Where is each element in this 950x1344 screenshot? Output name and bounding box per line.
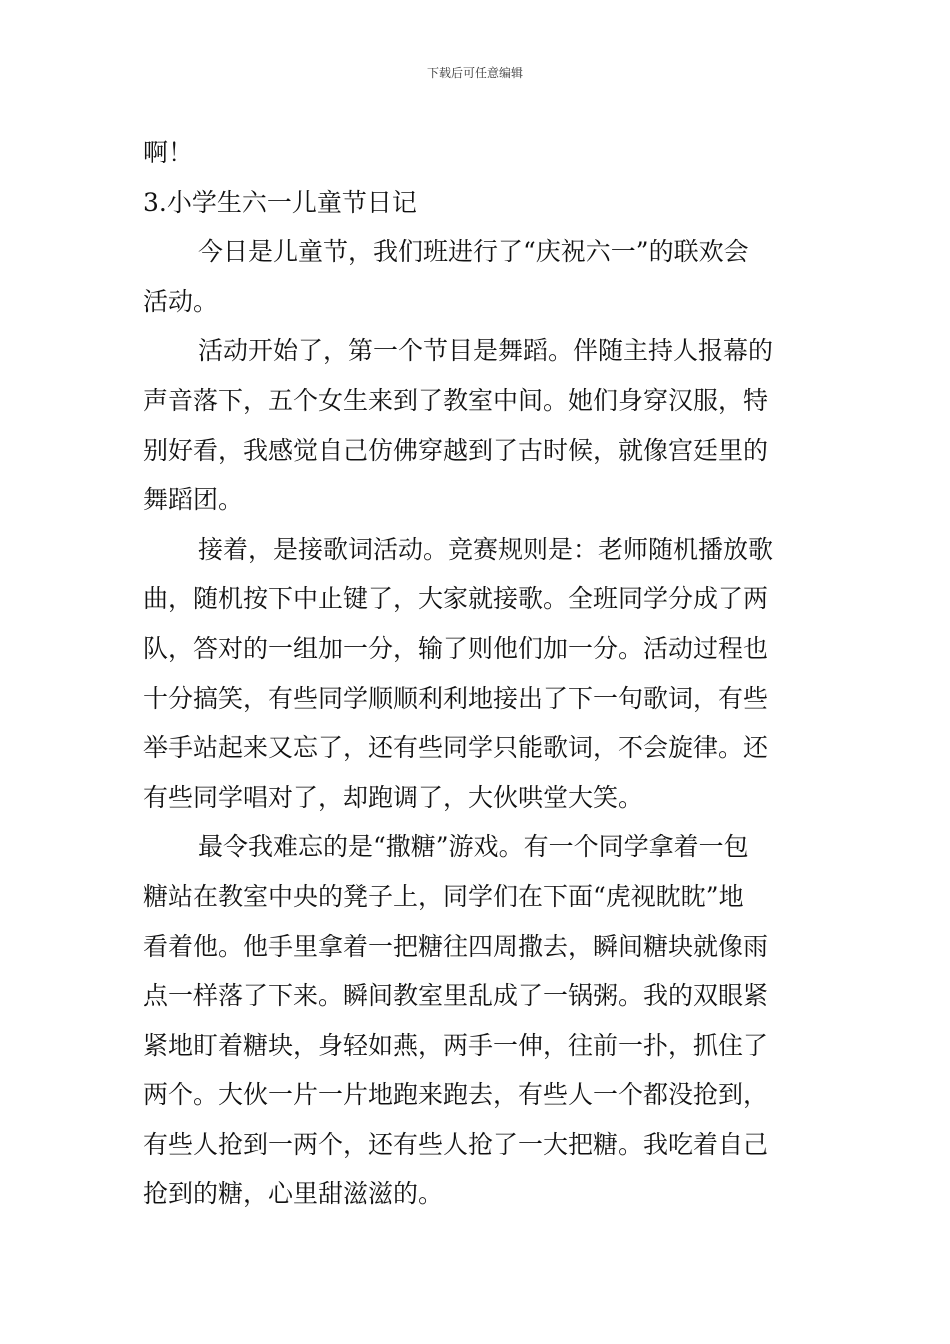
text-line: 舞蹈团。	[143, 485, 244, 515]
text-line: 紧地盯着糖块，身轻如燕，两手一伸，往前一扑，抓住了	[143, 1030, 769, 1060]
text-line: 队，答对的一组加一分，输了则他们加一分。活动过程也	[143, 633, 769, 663]
text-line: 抢到的糖，心里甜滋滋的。	[143, 1179, 444, 1209]
paragraph-first-line: 接着，是接歌词活动。竞赛规则是：老师随机播放歌	[198, 534, 774, 564]
text-line: 举手站起来又忘了，还有些同学只能歌词，不会旋律。还	[143, 733, 769, 763]
text-line: 有些人抢到一两个，还有些人抢了一大把糖。我吃着自己	[143, 1129, 769, 1159]
text-line: 啊！	[143, 138, 194, 167]
text-line: 十分搞笑，有些同学顺顺利利地接出了下一句歌词，有些	[143, 683, 769, 713]
paragraph-first-line: 最令我难忘的是“撒糖”游戏。有一个同学拿着一包	[198, 832, 749, 862]
paragraph-first-line: 活动开始了，第一个节目是舞蹈。伴随主持人报幕的	[198, 336, 774, 366]
text-line: 看着他。他手里拿着一把糖往四周撒去，瞬间糖块就像雨	[143, 931, 769, 961]
text-line: 别好看，我感觉自己仿佛穿越到了古时候，就像宫廷里的	[143, 435, 769, 465]
text-line: 声音落下，五个女生来到了教室中间。她们身穿汉服，特	[143, 385, 769, 415]
text-line: 点一样落了下来。瞬间教室里乱成了一锅粥。我的双眼紧	[143, 981, 769, 1011]
text-line: 活动。	[143, 286, 219, 316]
text-line: 有些同学唱对了，却跑调了，大伙哄堂大笑。	[143, 782, 644, 812]
document-body	[143, 128, 808, 1219]
page-header: 下载后可任意编辑	[426, 66, 523, 80]
text-line: 曲，随机按下中止键了，大家就接歌。全班同学分成了两	[143, 584, 769, 614]
section-heading: 3.小学生六一儿童节日记	[143, 187, 417, 217]
text-line: 两个。大伙一片一片地跑来跑去，有些人一个都没抢到，	[143, 1080, 769, 1110]
text-line: 糖站在教室中央的凳子上，同学们在下面“虎视眈眈”地	[143, 881, 744, 911]
paragraph-first-line: 今日是儿童节，我们班进行了“庆祝六一”的联欢会	[198, 237, 749, 267]
